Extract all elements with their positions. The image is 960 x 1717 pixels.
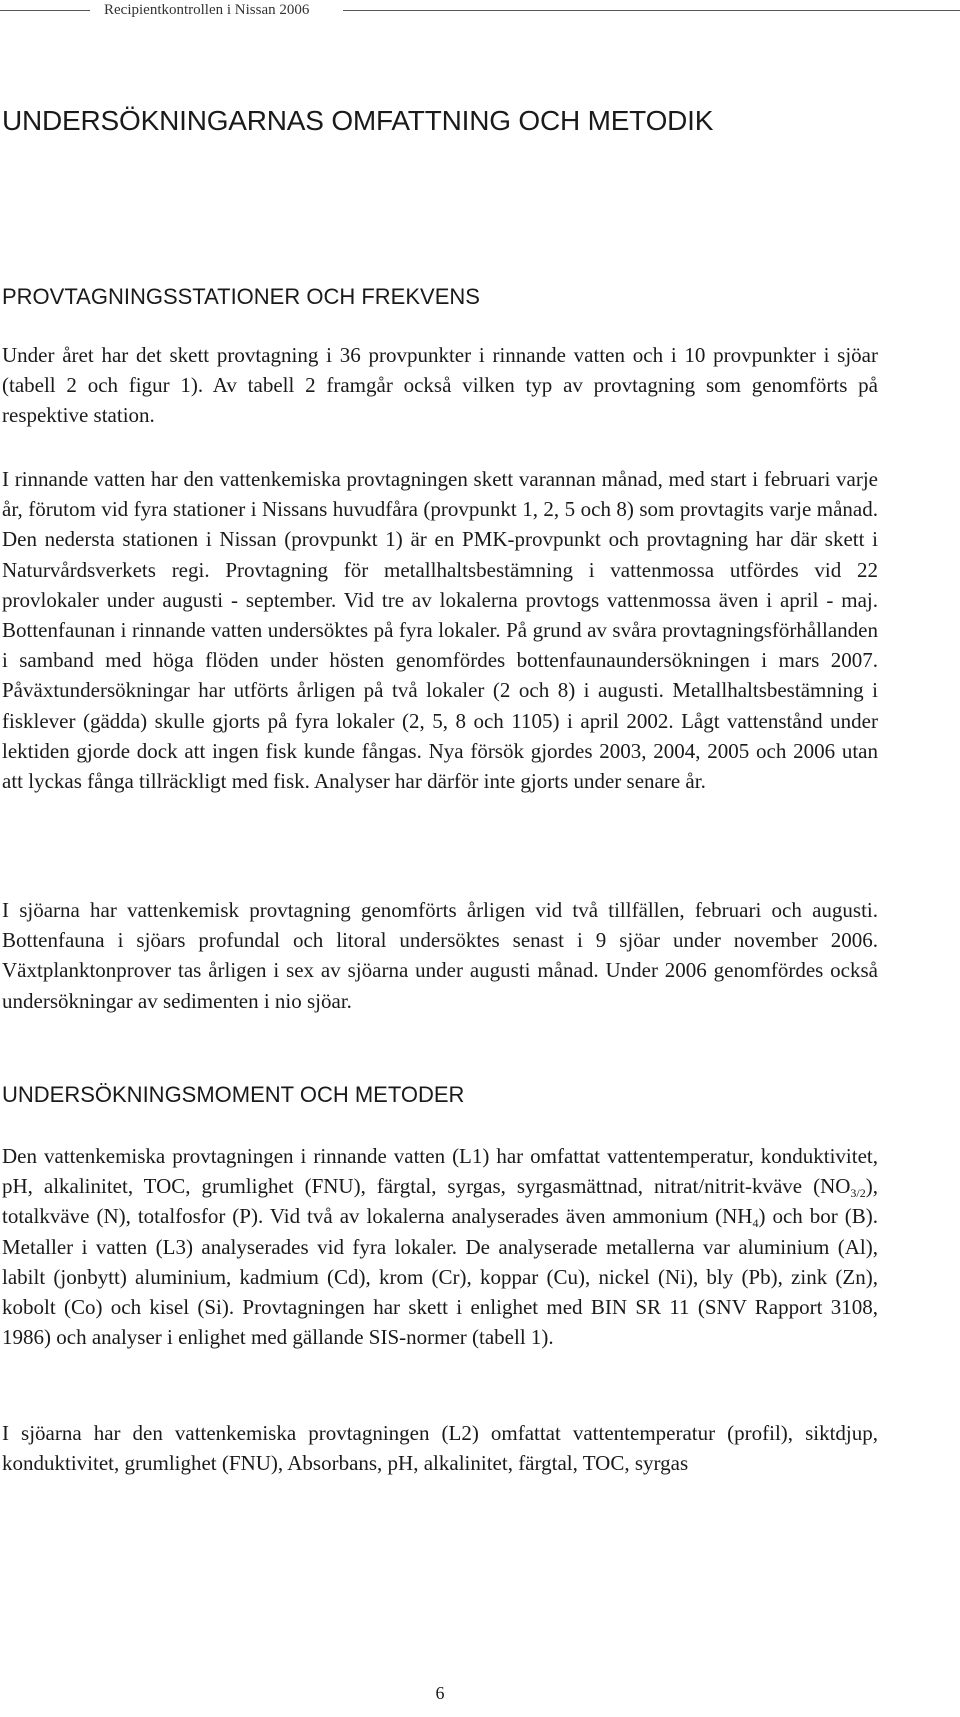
- section-heading-stations: PROVTAGNINGSSTATIONER OCH FREKVENS: [2, 284, 480, 309]
- p4-text-c: ) och bor (B). Metaller i vatten (L3) analyserades vid fyra lokaler. De analyserade metallerna var aluminium (Al), labilt (jonbytt) aluminium, kadmium (Cd), krom (Cr), koppar (Cu), nickel (Ni), bly (Pb), zink (Zn), kobolt (Co) och kisel (Si). Provtagningen har skett i enlighet med BIN SR 11 (SNV Rapport 3108, 1986) och analyser i enlighet med gällande SIS-normer (tabell 1).: [2, 1204, 878, 1350]
- paragraph-lakes: I sjöarna har vattenkemisk provtagning genomförts årligen vid två tillfällen, februari och augusti. Bottenfauna i sjöars profundal och litoral undersöktes senast i 9 sjöar under november 2006. Växtplanktonprover tas årligen i sex av sjöarna under augusti månad. Under 2006 genomfördes också undersökningar av sedimenten i nio sjöar.: [2, 898, 878, 1013]
- page-number: 6: [435, 1683, 445, 1703]
- paragraph-water-chemistry: [2, 1141, 878, 1352]
- ammonium-subscript: 4: [752, 1216, 759, 1231]
- running-header: [0, 0, 960, 24]
- paragraph-stations-intro: Under året har det skett provtagning i 36 provpunkter i rinnande vatten och i 10 provpunkter i sjöar (tabell 2 och figur 1). Av tabell 2 framgår också vilken typ av provtagning som genomförts på respektive station.: [2, 343, 878, 428]
- header-rule-right: [343, 10, 960, 11]
- paragraph-lake-chemistry: I sjöarna har den vattenkemiska provtagningen (L2) omfattat vattentemperatur (profil), siktdjup, konduktivitet, grumlighet (FNU), Absorbans, pH, alkalinitet, färgtal, TOC, syrgas: [2, 1421, 878, 1476]
- p4-text-b: ), totalkväve (N), totalfosfor (P). Vid två av lokalerna analyserades även ammonium (NH: [2, 1174, 878, 1229]
- nitrate-subscript: 3/2: [850, 1186, 866, 1201]
- main-title: UNDERSÖKNINGARNAS OMFATTNING OCH METODIK: [2, 105, 714, 136]
- section-heading-methods: UNDERSÖKNINGSMOMENT OCH METODER: [2, 1082, 465, 1107]
- header-rule-left: [0, 10, 90, 11]
- running-header-title: Recipientkontrollen i Nissan 2006: [104, 2, 310, 18]
- paragraph-running-water: I rinnande vatten har den vattenkemiska provtagningen skett varannan månad, med start i februari varje år, förutom vid fyra stationer i Nissans huvudfåra (provpunkt 1, 2, 5 och 8) som provtagits varje månad. Den nedersta stationen i Nissan (provpunkt 1) är en PMK-provpunkt och provtagning har där skett i Naturvårdsverkets regi. Provtagning för metallhaltsbestämning i vattenmossa utfördes vid 22 provlokaler under augusti - september. Vid tre av lokalerna provtogs vattenmossa även i april - maj. Bottenfaunan i rinnande vatten undersöktes på fyra lokaler. På grund av svåra provtagningsförhållanden i samband med höga flöden under hösten genomfördes bottenfaunaundersökningen i mars 2007. Påväxtundersökningar har utförts årligen på två lokaler (2 och 8) i augusti. Metallhaltsbestämning i fisklever (gädda) skulle gjorts på fyra lokaler (2, 5, 8 och 1105) i april 2002. Lågt vattenstånd under lektiden gjorde dock att ingen fisk kunde fångas. Nya försök gjordes 2003, 2004, 2005 och 2006 utan att lyckas fånga tillräckligt med fisk. Analyser har därför inte gjorts under senare år.: [2, 467, 878, 794]
- p4-text-a: Den vattenkemiska provtagningen i rinnande vatten (L1) har omfattat vattentemperatur, konduktivitet, pH, alkalinitet, TOC, grumlighet (FNU), färgtal, syrgas, syrgasmättnad, nitrat/nitrit-kväve (NO: [2, 1144, 878, 1199]
